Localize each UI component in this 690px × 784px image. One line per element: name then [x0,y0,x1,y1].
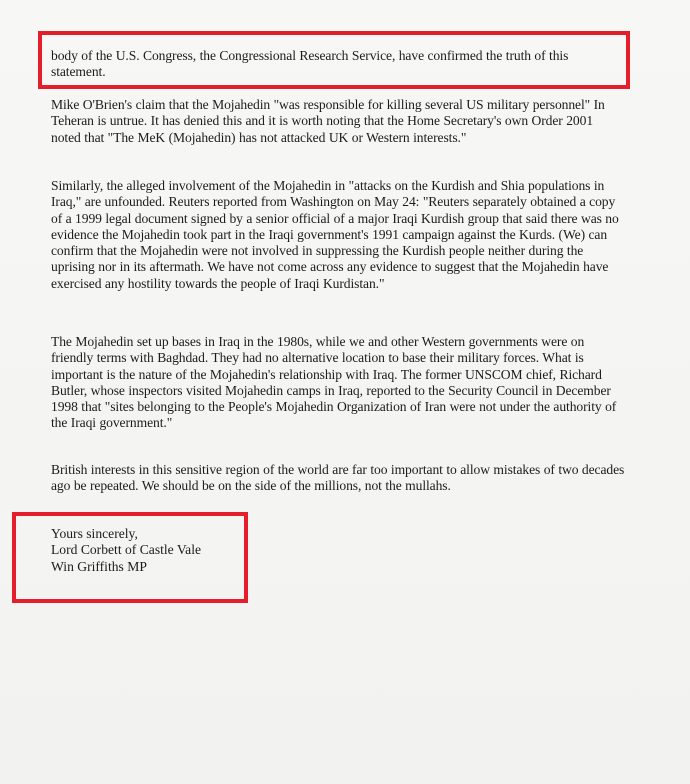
paragraph-obrien-claim: Mike O'Brien's claim that the Mojahedin "was responsible for killing several US military personnel" In Teheran is untrue. It has denied this and it is worth noting that the Home Secretary's own Order 2001 noted that "The MeK (Mojahedin) has not attacked UK or Western interests." [51,97,605,145]
paragraph-kurdish-shia: Similarly, the alleged involvement of the Mojahedin in "attacks on the Kurdish and Shia populations in Iraq," are unfounded. Reuters reported from Washington on May 24: "Reuters separately obtained a copy of a 1999 legal document signed by a senior official of a major Iraqi Kurdish group that said there was no evidence the Mojahedin took part in the Iraqi government's 1991 campaign against the Kurds. (We) can confirm that the Mojahedin were not involved in suppressing the Kurdish people neither during the uprising nor in its aftermath. We have not come across any evidence to suggest that the Mojahedin have exercised any hostility towards the people of Iraqi Kurdistan." [51,178,619,291]
signoff-block [51,526,201,575]
paragraph-congress: body of the U.S. Congress, the Congressional Research Service, have confirmed the truth of this statement. [51,48,569,80]
paragraph-iraq-bases: The Mojahedin set up bases in Iraq in the 1980s, while we and other Western governments were on friendly terms with Baghdad. They had no alternative location to base their military forces. What is important is the nature of the Mojahedin's relationship with Iraq. The former UNSCOM chief, Richard Butler, whose inspectors visited Mojahedin camps in Iraq, reported to the Security Council in December 1998 that "sites belonging to the People's Mojahedin Organization of Iran were not under the authority of the Iraqi government." [51,334,617,431]
signatory-griffiths: Win Griffiths MP [51,558,147,574]
closing-line: Yours sincerely, [51,526,138,541]
signatory-corbett: Lord Corbett of Castle Vale [51,542,202,558]
paragraph-british-interests: British interests in this sensitive region of the world are far too important to allow mistakes of two decades ago be repeated. We should be on the side of the millions, not the mullahs. [51,462,625,494]
